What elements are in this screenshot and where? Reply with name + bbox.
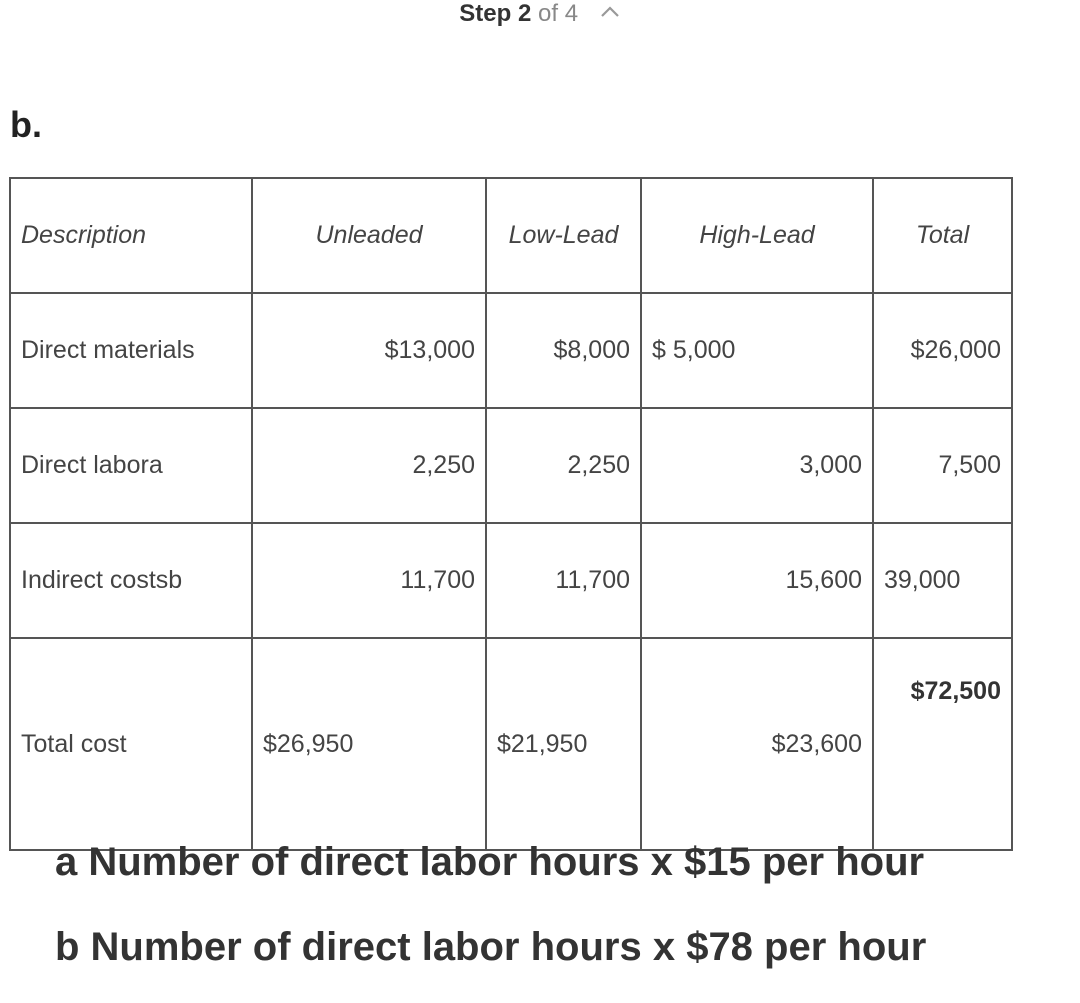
- cell-low-lead: 2,250: [486, 408, 641, 523]
- table-row: [10, 293, 1012, 408]
- part-label: b.: [10, 104, 42, 145]
- table-row-total: [10, 638, 1012, 850]
- cell-unleaded: $13,000: [252, 293, 486, 408]
- table-row: [10, 523, 1012, 638]
- step-of: of: [538, 0, 559, 27]
- step-current: 2: [517, 0, 532, 27]
- header-unleaded: Unleaded: [252, 178, 486, 293]
- step-indicator: [0, 0, 1080, 30]
- cell-total: $26,000: [873, 293, 1012, 408]
- cost-table: [9, 177, 1013, 851]
- header-high-lead: High-Lead: [641, 178, 873, 293]
- cell-unleaded: 2,250: [252, 408, 486, 523]
- header-total: Total: [873, 178, 1012, 293]
- cell-low-lead: 11,700: [486, 523, 641, 638]
- table-row: [10, 408, 1012, 523]
- footnote-a: a Number of direct labor hours x $15 per hour: [55, 840, 925, 884]
- step-word: Step: [459, 0, 512, 27]
- cell-high-lead: $23,600: [641, 638, 873, 850]
- cell-high-lead: $ 5,000: [641, 293, 873, 408]
- step-total: 4: [564, 0, 579, 27]
- cell-high-lead: 3,000: [641, 408, 873, 523]
- row-label: Direct labora: [10, 408, 252, 523]
- cell-unleaded: $26,950: [252, 638, 486, 850]
- row-label: Indirect costsb: [10, 523, 252, 638]
- header-low-lead: Low-Lead: [486, 178, 641, 293]
- cell-unleaded: 11,700: [252, 523, 486, 638]
- cell-total: 39,000: [873, 523, 1012, 638]
- cell-low-lead: $8,000: [486, 293, 641, 408]
- cell-high-lead: 15,600: [641, 523, 873, 638]
- header-description: Description: [10, 178, 252, 293]
- chevron-up-icon[interactable]: [599, 1, 621, 23]
- cell-low-lead: $21,950: [486, 638, 641, 850]
- table-header-row: [10, 178, 1012, 293]
- cell-total: 7,500: [873, 408, 1012, 523]
- footnote-b: b Number of direct labor hours x $78 per hour: [55, 925, 927, 969]
- row-label: Total cost: [10, 638, 252, 850]
- cell-total: $72,500: [873, 638, 1012, 850]
- row-label: Direct materials: [10, 293, 252, 408]
